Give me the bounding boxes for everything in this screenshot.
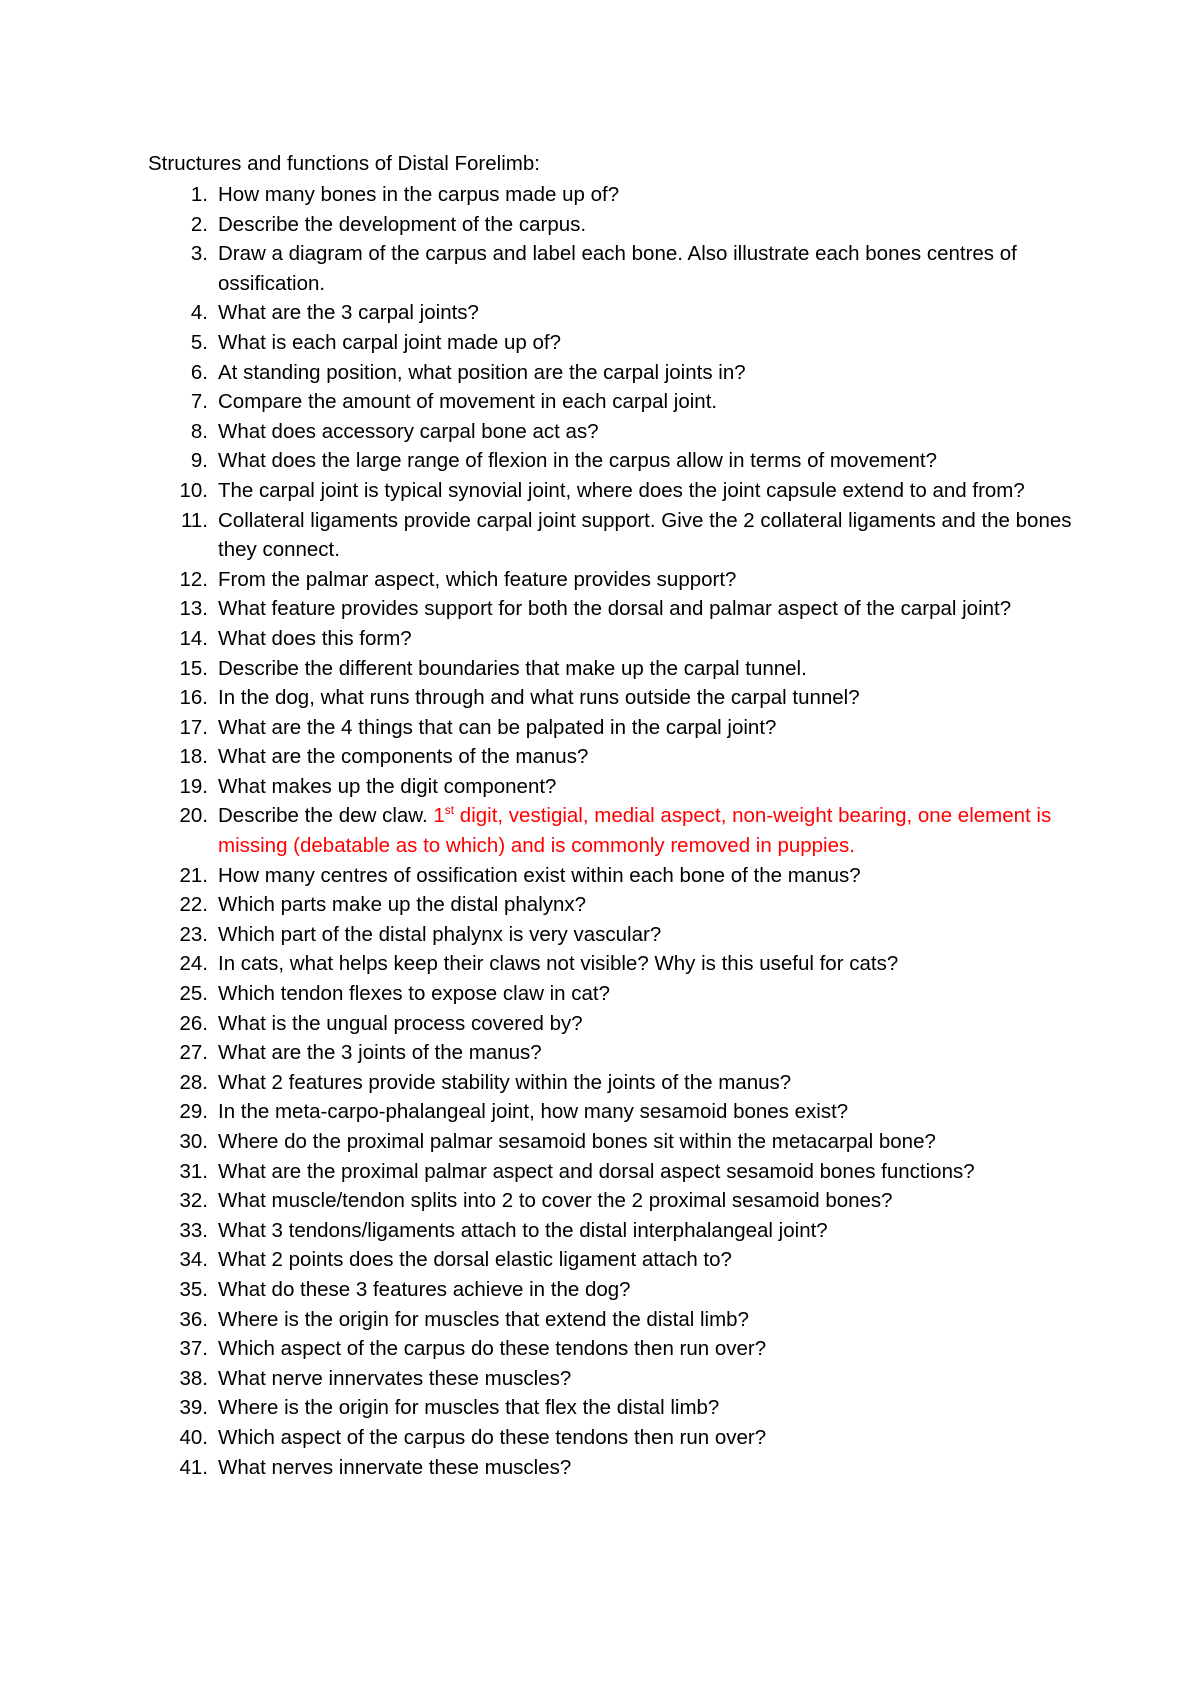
question-text: What are the 3 joints of the manus? <box>218 1041 542 1065</box>
question-text: What 3 tendons/ligaments attach to the distal interphalangeal joint? <box>218 1218 828 1242</box>
question-number: 13. <box>179 597 208 621</box>
question-number: 32. <box>179 1189 208 1213</box>
question-number: 5. <box>190 330 208 354</box>
question-item <box>148 387 1098 417</box>
question-text: How many bones in the carpus made up of? <box>218 183 620 206</box>
question-item <box>148 1423 1098 1453</box>
document-body <box>148 150 1098 1482</box>
question-item <box>148 742 1098 772</box>
question-item <box>148 654 1098 684</box>
question-text: Collateral ligaments provide carpal joint support. Give the 2 collateral ligaments and the bones they connect. <box>218 508 1078 562</box>
question-number: 16. <box>179 686 208 710</box>
question-number: 12. <box>179 567 208 591</box>
question-number: 21. <box>179 863 208 887</box>
question-text: What are the components of the manus? <box>218 745 589 769</box>
question-item <box>148 1068 1098 1098</box>
question-text: What are the proximal palmar aspect and dorsal aspect sesamoid bones functions? <box>218 1159 975 1183</box>
question-item <box>148 565 1098 595</box>
question-text: What do these 3 features achieve in the dog? <box>218 1277 631 1301</box>
question-text: In the dog, what runs through and what runs outside the carpal tunnel? <box>218 686 860 710</box>
question-text: Compare the amount of movement in each carpal joint. <box>218 390 718 414</box>
question-number: 1. <box>190 183 208 206</box>
question-text: Which aspect of the carpus do these tendons then run over? <box>218 1425 767 1449</box>
question-number: 40. <box>179 1425 208 1449</box>
question-text: What nerves innervate these muscles? <box>218 1455 572 1479</box>
question-number: 29. <box>179 1100 208 1124</box>
question-item <box>148 1216 1098 1246</box>
question-item <box>148 1453 1098 1483</box>
question-item <box>148 713 1098 743</box>
question-text: Describe the dew claw. <box>218 804 434 828</box>
answer-ordinal-number: 1 <box>433 804 445 828</box>
question-number: 14. <box>179 626 208 650</box>
question-item <box>148 476 1098 506</box>
question-text: In cats, what helps keep their claws not visible? Why is this useful for cats? <box>218 952 899 976</box>
question-number: 35. <box>179 1277 208 1301</box>
question-number: 33. <box>179 1218 208 1242</box>
document-title: Structures and functions of Distal Forelimb: <box>148 152 540 175</box>
question-item <box>148 210 1098 240</box>
question-text: Where do the proximal palmar sesamoid bones sit within the metacarpal bone? <box>218 1130 936 1153</box>
question-item <box>148 1275 1098 1305</box>
question-text: What does accessory carpal bone act as? <box>218 419 599 443</box>
question-text: What muscle/tendon splits into 2 to cover the 2 proximal sesamoid bones? <box>218 1189 893 1213</box>
question-text: From the palmar aspect, which feature provides support? <box>218 567 737 591</box>
question-text: What 2 features provide stability within the joints of the manus? <box>218 1070 792 1094</box>
question-number: 26. <box>179 1011 208 1035</box>
question-item <box>148 861 1098 891</box>
question-number: 41. <box>179 1455 208 1479</box>
question-item <box>148 772 1098 802</box>
question-number: 10. <box>179 478 208 502</box>
question-number: 9. <box>190 449 208 473</box>
question-item <box>148 801 1098 860</box>
question-item <box>148 1097 1098 1127</box>
question-text: What does this form? <box>218 626 412 650</box>
question-number: 18. <box>179 745 208 769</box>
question-number: 22. <box>179 893 208 917</box>
question-text: In the meta-carpo-phalangeal joint, how many sesamoid bones exist? <box>218 1100 849 1124</box>
question-item <box>148 446 1098 476</box>
question-number: 38. <box>179 1366 208 1390</box>
question-text: Which aspect of the carpus do these tendons then run over? <box>218 1337 767 1361</box>
question-text: Where is the origin for muscles that flex the distal limb? <box>218 1396 720 1420</box>
question-number: 8. <box>190 419 208 443</box>
question-text: What does the large range of flexion in the carpus allow in terms of movement? <box>218 449 938 473</box>
question-item <box>148 979 1098 1009</box>
question-number: 19. <box>179 774 208 798</box>
question-item <box>148 298 1098 328</box>
question-number: 36. <box>179 1307 208 1331</box>
question-text: Describe the development of the carpus. <box>218 212 587 236</box>
question-text: What is the ungual process covered by? <box>218 1011 583 1035</box>
question-number: 28. <box>179 1070 208 1094</box>
question-number: 7. <box>190 390 208 414</box>
question-item <box>148 594 1098 624</box>
question-item <box>148 417 1098 447</box>
question-number: 3. <box>190 242 208 266</box>
question-text: What are the 3 carpal joints? <box>218 301 479 325</box>
question-number: 39. <box>179 1396 208 1420</box>
question-number: 31. <box>179 1159 208 1183</box>
question-number: 37. <box>179 1337 208 1361</box>
question-item <box>148 239 1098 298</box>
question-item <box>148 1127 1098 1157</box>
answer-body: digit, vestigial, medial aspect, non-weight bearing, one element is missing (debatable as to which) and is commonly removed in puppies. <box>218 804 1057 858</box>
question-item <box>148 624 1098 654</box>
question-text: What feature provides support for both the dorsal and palmar aspect of the carpal joint? <box>218 597 1012 621</box>
question-number: 30. <box>179 1130 208 1153</box>
question-text: What nerve innervates these muscles? <box>218 1366 572 1390</box>
question-item <box>148 949 1098 979</box>
question-text: How many centres of ossification exist within each bone of the manus? <box>218 863 861 887</box>
question-item <box>148 506 1098 565</box>
question-item <box>148 890 1098 920</box>
question-item <box>148 358 1098 388</box>
question-number: 25. <box>179 982 208 1006</box>
question-item <box>148 1038 1098 1068</box>
question-number: 23. <box>179 922 208 946</box>
question-item <box>148 1009 1098 1039</box>
question-text: The carpal joint is typical synovial joint, where does the joint capsule extend to and from? <box>218 478 1025 502</box>
question-number: 2. <box>190 212 208 236</box>
question-item <box>148 1393 1098 1423</box>
question-item <box>148 1186 1098 1216</box>
question-text: What makes up the digit component? <box>218 774 557 798</box>
question-item <box>148 1334 1098 1364</box>
question-item <box>148 1305 1098 1335</box>
question-number: 4. <box>190 301 208 325</box>
question-item <box>148 1364 1098 1394</box>
question-text: Draw a diagram of the carpus and label each bone. Also illustrate each bones centres of ossification. <box>218 242 1023 295</box>
question-text: What 2 points does the dorsal elastic ligament attach to? <box>218 1248 732 1272</box>
question-text: At standing position, what position are the carpal joints in? <box>218 360 746 384</box>
question-number: 20. <box>179 804 208 828</box>
question-item <box>148 1157 1098 1187</box>
question-item <box>148 180 1098 210</box>
question-item <box>148 1245 1098 1275</box>
question-text: What are the 4 things that can be palpated in the carpal joint? <box>218 715 777 739</box>
question-number: 34. <box>179 1248 208 1272</box>
question-number: 17. <box>179 715 208 739</box>
question-number: 11. <box>181 508 208 532</box>
question-item <box>148 920 1098 950</box>
question-item <box>148 328 1098 358</box>
question-text: Which parts make up the distal phalynx? <box>218 893 587 917</box>
question-text: Where is the origin for muscles that extend the distal limb? <box>218 1307 749 1331</box>
question-number: 6. <box>190 360 208 384</box>
question-number: 15. <box>179 656 208 680</box>
question-text: What is each carpal joint made up of? <box>218 330 561 354</box>
question-text: Which part of the distal phalynx is very vascular? <box>218 922 662 946</box>
question-list <box>148 180 1098 1482</box>
question-number: 27. <box>179 1041 208 1065</box>
question-number: 24. <box>179 952 208 976</box>
answer-ordinal-suffix: st <box>444 803 455 818</box>
question-text: Describe the different boundaries that make up the carpal tunnel. <box>218 656 807 680</box>
question-text: Which tendon flexes to expose claw in cat? <box>218 982 610 1006</box>
question-item <box>148 683 1098 713</box>
